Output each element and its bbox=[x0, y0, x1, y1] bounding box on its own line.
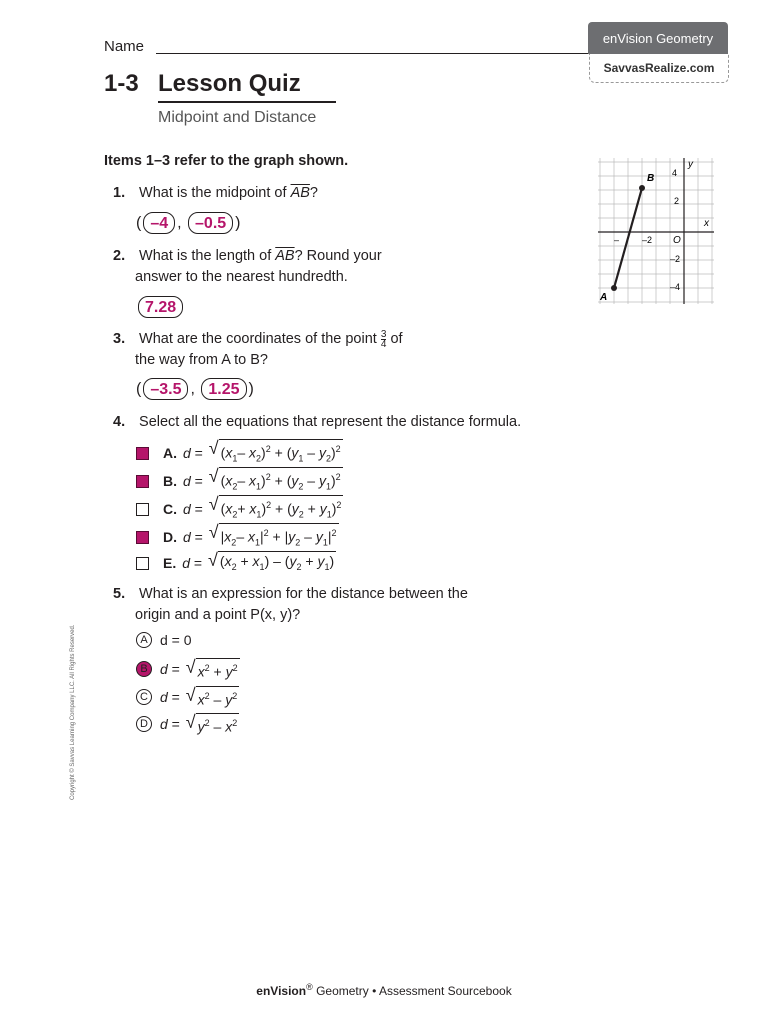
question-text-line2: answer to the nearest hundredth. bbox=[135, 269, 348, 285]
checkbox-checked[interactable] bbox=[136, 531, 149, 544]
copyright-notice: Copyright © Savvas Learning Company LLC. All Rights Reserved. bbox=[70, 624, 76, 800]
choice-e[interactable]: E. d = √ $(x_2 + x_1) - (y_2 + y_1)$ bbox=[136, 551, 336, 576]
question-number: 3. bbox=[113, 331, 126, 347]
option-c[interactable]: C d = √ $x^2 - y^2$ bbox=[136, 686, 239, 709]
question-number: 4. bbox=[113, 414, 126, 430]
radio-unselected[interactable]: D bbox=[136, 716, 152, 732]
checkbox-checked[interactable] bbox=[136, 447, 149, 460]
option-b[interactable]: B d = √ $x^2 + y^2$ bbox=[136, 658, 240, 681]
point-b bbox=[639, 185, 645, 191]
question-text: What are the coordinates of the point bbox=[139, 331, 377, 347]
choice-b[interactable]: B. d = √ ($x_2-$ $x_1)^2 + (y_2 - y_1)^2$ bbox=[136, 467, 343, 495]
footer-text: Geometry • Assessment Sourcebook bbox=[312, 984, 512, 998]
label-a: A bbox=[600, 292, 608, 303]
choice-d[interactable]: D. d = √ $|x_2-$ $x_1|^2 + |y_2 - y_1|^2$ bbox=[136, 523, 339, 551]
page-title: Lesson Quiz bbox=[158, 70, 301, 97]
fraction-denominator: 4 bbox=[380, 338, 387, 350]
question-3 bbox=[113, 329, 403, 371]
fraction bbox=[381, 330, 387, 349]
question-text: Select all the equations that represent the distance formula. bbox=[139, 414, 522, 430]
checkbox-unchecked[interactable] bbox=[136, 557, 149, 570]
question-number: 1. bbox=[113, 185, 126, 201]
choice-c[interactable]: C. d = √ $(x_2+ x_1)^2 + (y_2 + y_1)^2$ bbox=[136, 495, 343, 523]
items-intro: Items 1–3 refer to the graph shown. bbox=[104, 153, 349, 169]
answer-2 bbox=[136, 296, 185, 319]
segment-label: $\overline{AB}$ bbox=[275, 248, 295, 264]
radical: √ $x^2 - y^2$ bbox=[185, 685, 238, 708]
answer-length: 7.28 bbox=[138, 296, 183, 318]
segment-label: $\overline{AB}$ bbox=[290, 185, 310, 201]
option-expression: d = 0 bbox=[160, 632, 192, 648]
tick-label: 4 bbox=[672, 168, 678, 178]
radio-unselected[interactable]: C bbox=[136, 689, 152, 705]
page-footer bbox=[0, 982, 768, 998]
choice-letter: A. bbox=[163, 445, 177, 462]
answer-x: –4 bbox=[143, 212, 175, 234]
choice-letter: E. bbox=[163, 555, 177, 572]
question-text-line2: origin and a point P(x, y)? bbox=[135, 607, 301, 623]
radical: √ $(x_2+ x_1)^2 + (y_2 + y_1)^2$ bbox=[209, 495, 344, 523]
checkbox-unchecked[interactable] bbox=[136, 503, 149, 516]
tick-label: –2 bbox=[670, 254, 681, 264]
brand-logo bbox=[588, 22, 728, 54]
question-text-end: of bbox=[390, 331, 403, 347]
radical: √ $x^2 + y^2$ bbox=[185, 657, 238, 680]
lesson-number: 1-3 bbox=[104, 70, 139, 97]
answer-3: ( –3.5 , 1.25 ) bbox=[136, 378, 254, 400]
choice-letter: C. bbox=[163, 501, 177, 518]
brand-text: enVision Geometry bbox=[602, 30, 714, 46]
answer-1: ( –4 , –0.5 ) bbox=[136, 212, 240, 234]
name-label: Name bbox=[104, 38, 145, 55]
title-rule bbox=[158, 101, 336, 103]
radical: √ $|x_2-$ $x_1|^2 + |y_2 - y_1|^2$ bbox=[209, 523, 339, 551]
question-text: What is the midpoint of bbox=[139, 185, 287, 201]
tick-label: 2 bbox=[674, 196, 680, 206]
page-subtitle: Midpoint and Distance bbox=[158, 109, 317, 126]
tick-label: –2 bbox=[642, 235, 653, 245]
radical: √ ($x_2-$ $x_1)^2 + (y_2 - y_1)^2$ bbox=[209, 467, 343, 495]
question-text-line2: the way from A to B? bbox=[135, 352, 268, 368]
fraction-numerator: 3 bbox=[380, 328, 387, 340]
coordinate-graph bbox=[598, 158, 714, 304]
radio-unselected[interactable]: A bbox=[136, 632, 152, 648]
question-text-end: ? Round your bbox=[294, 248, 382, 264]
option-d[interactable]: D d = √ $y^2 - x^2$ bbox=[136, 713, 239, 736]
question-text-end: ? bbox=[309, 185, 318, 201]
y-axis-label: y bbox=[688, 159, 693, 170]
choice-a[interactable]: A. d = √ ($x_1-$ $x_2)^2 + (y_1 - y_2)^2$ bbox=[136, 439, 343, 467]
tick-label: –4 bbox=[670, 282, 681, 292]
footer-reg: ® bbox=[306, 982, 313, 992]
checkbox-checked[interactable] bbox=[136, 475, 149, 488]
radical: √ $(x_2 + x_1) - (y_2 + y_1)$ bbox=[208, 551, 336, 576]
choice-letter: D. bbox=[163, 529, 177, 546]
radical: √ $y^2 - x^2$ bbox=[185, 712, 238, 735]
footer-brand: enVision bbox=[256, 984, 307, 998]
choice-letter: B. bbox=[163, 473, 177, 490]
radio-selected[interactable]: B bbox=[136, 661, 152, 677]
answer-y: –0.5 bbox=[188, 212, 233, 234]
question-text: What is the length of bbox=[139, 248, 272, 264]
question-number: 2. bbox=[113, 248, 126, 264]
question-text: What is an expression for the distance between the bbox=[139, 586, 468, 602]
question-4 bbox=[113, 412, 521, 433]
question-1 bbox=[113, 183, 318, 204]
tick-label: – bbox=[614, 235, 620, 245]
label-b: B bbox=[647, 173, 655, 184]
question-5 bbox=[113, 584, 468, 626]
question-2 bbox=[113, 246, 382, 288]
radical: √ ($x_1-$ $x_2)^2 + (y_1 - y_2)^2$ bbox=[209, 439, 343, 467]
site-link[interactable]: SavvasRealize.com bbox=[589, 54, 729, 83]
option-a[interactable] bbox=[136, 632, 192, 648]
question-number: 5. bbox=[113, 586, 126, 602]
x-axis-label: x bbox=[704, 218, 709, 229]
answer-y: 1.25 bbox=[201, 378, 246, 400]
point-a bbox=[611, 285, 617, 291]
origin-label: O bbox=[673, 235, 681, 246]
answer-x: –3.5 bbox=[143, 378, 188, 400]
